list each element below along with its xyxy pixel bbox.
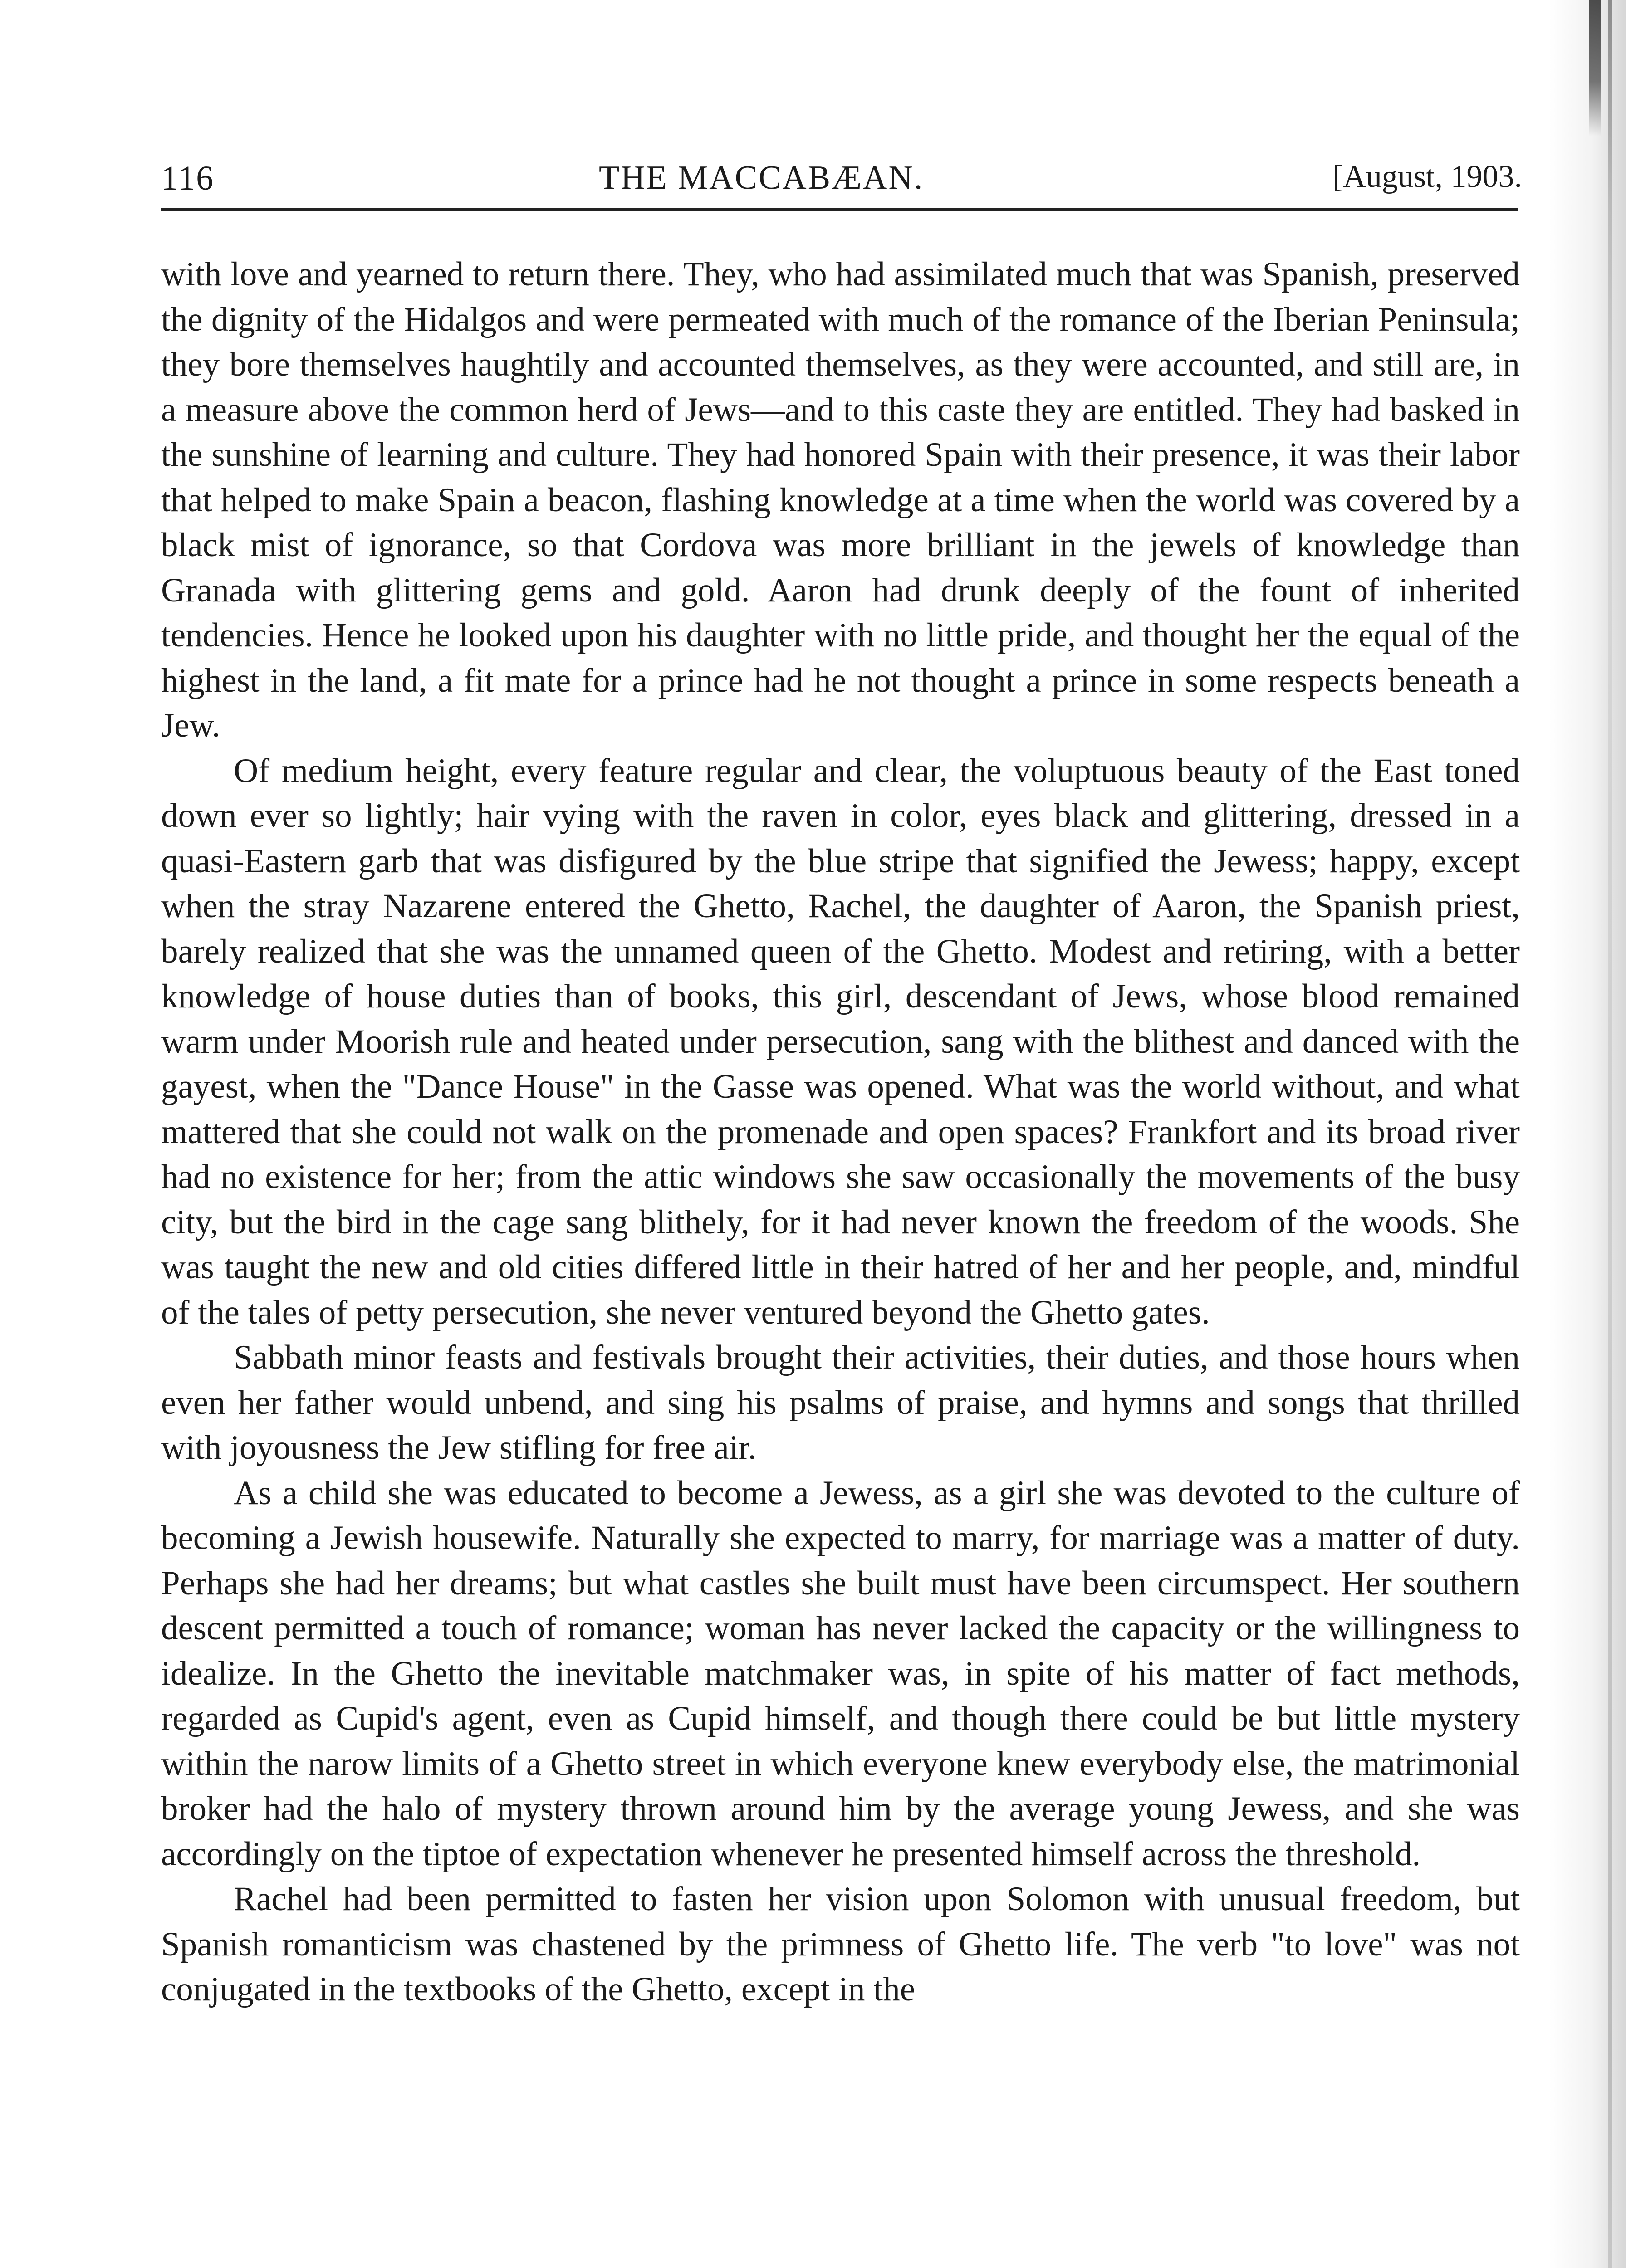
paragraph: Sabbath minor feasts and festivals brought their activities, their duties, and those hours when even her father would unbend, and sing his psalms of praise, and hymns and songs that thrilled with joyousness the Jew stifling for free air. (161, 1339, 1520, 1466)
page-number: 116 (161, 159, 215, 197)
journal-title: THE MACCABÆAN. (599, 159, 924, 196)
page-edge-mark (1589, 0, 1601, 136)
paragraph: Rachel had been permitted to fasten her vision upon Solomon with unusual freedom, but Spanish romanticism was chastened by the primness of Ghetto life. The verb "to love" was not conjugated in the textbooks of the Ghetto, except in the (161, 1880, 1520, 2008)
page-edge-shadow (1549, 0, 1626, 2268)
paragraph: with love and yearned to return there. They, who had assimilated much that was Spanish, preserved the dignity of the Hidalgos and were permeated with much of the romance of the Iberian Peninsula; they bore themselves haughtily and accounted themselves, as they were accounted, and still are, in a measure above the common herd of Jews—and to this caste they are entitled. They had basked in the sunshine of learning and culture. They had honored Spain with their presence, it was their labor that helped to make Spain a beacon, flashing knowledge at a time when the world was covered by a black mist of ignorance, so that Cordova was more brilliant in the jewels of knowledge than Granada with glittering gems and gold. Aaron had drunk deeply of the fount of inherited tendencies. Hence he looked upon his daughter with no little pride, and thought her the equal of the highest in the land, a fit mate for a prince had he not thought a prince in some respects beneath a Jew. (161, 255, 1520, 744)
issue-date: [August, 1903. (1332, 159, 1522, 194)
paragraph: As a child she was educated to become a Jewess, as a girl she was devoted to the culture of becoming a Jewish housewife. Naturally she expected to marry, for marriage was a matter of duty. Perhaps she had her dreams; but what castles she built must have been circumspect. Her southern descent permitted a touch of romance; woman has never lacked the capacity or the willingness to idealize. In the Ghetto the inevitable matchmaker was, in spite of his matter of fact methods, regarded as Cupid's agent, even as Cupid himself, and though there could be but little mystery within the narow limits of a Ghetto street in which everyone knew everybody else, the matrimonial broker had the halo of mystery thrown around him by the average young Jewess, and she was accordingly on the tiptoe of expectation whenever he presented himself across the threshold. (161, 1474, 1520, 1873)
article-body (161, 252, 1520, 2268)
paragraph: Of medium height, every feature regular and clear, the voluptuous beauty of the East toned down ever so lightly; hair vying with the raven in color, eyes black and glittering, dressed in a quasi-Eastern garb that was disfigured by the blue stripe that signified the Jewess; happy, except when the stray Nazarene entered the Ghetto, Rachel, the daughter of Aaron, the Spanish priest, barely realized that she was the unnamed queen of the Ghetto. Modest and retiring, with a better knowledge of house duties than of books, this girl, descendant of Jews, whose blood remained warm under Moorish rule and heated under persecution, sang with the blithest and danced with the gayest, when the "Dance House" in the Gasse was opened. What was the world without, and what mattered that she could not walk on the promenade and open spaces? Frankfort and its broad river had no existence for her; from the attic windows she saw occasionally the movements of the busy city, but the bird in the cage sang blithely, for it had never known the freedom of the woods. She was taught the new and old cities differed little in their hatred of her and her people, and, mindful of the tales of petty persecution, she never ventured beyond the Ghetto gates. (161, 752, 1520, 1331)
running-header (161, 150, 1522, 213)
page-edge-line (1608, 0, 1612, 2268)
header-rule (161, 208, 1518, 211)
